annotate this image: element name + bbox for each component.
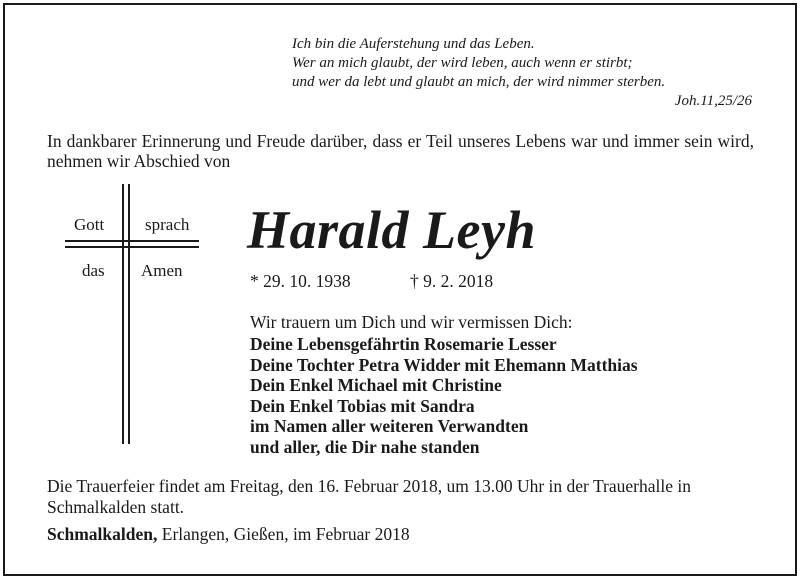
cross-word-gott: Gott (74, 215, 105, 234)
mourner-line: und aller, die Dir nahe standen (250, 436, 480, 457)
cross-intersection (124, 242, 128, 246)
place-and-date (47, 523, 410, 545)
place-town: Schmalkalden, (47, 524, 158, 544)
place-rest: Erlangen, Gießen, im Februar 2018 (157, 524, 410, 544)
verse-line: Ich bin die Auferstehung und das Leben. (292, 36, 535, 52)
intro-text: In dankbarer Erinnerung und Freude darüber, dass er Teil unseres Lebens war und immer sein wird, nehmen wir Abschied von (47, 131, 754, 171)
verse-reference: Joh.11,25/26 (674, 93, 752, 109)
cross-word-amen: Amen (141, 261, 183, 280)
verse-line: und wer da lebt und glaubt an mich, der wird nimmer sterben. (292, 74, 666, 90)
cross-vertical-bar (122, 184, 130, 444)
cross-horizontal-bar (65, 240, 199, 248)
mourner-line: Dein Enkel Tobias mit Sandra (250, 395, 475, 416)
funeral-info: Die Trauerfeier findet am Freitag, den 16. Februar 2018, um 13.00 Uhr in der Trauerhalle in Schmalkalden statt. (47, 476, 691, 517)
mourner-line: Dein Enkel Michael mit Christine (250, 375, 502, 395)
mourning-line: Wir trauern um Dich und wir vermissen Dich: (250, 312, 573, 332)
bible-verse (292, 35, 752, 111)
mourner-line: im Namen aller weiteren Verwandten (250, 416, 529, 436)
mourners-list (250, 334, 638, 457)
cross-word-das: das (82, 261, 105, 280)
mourner-line: Deine Tochter Petra Widder mit Ehemann Matthias (250, 354, 638, 375)
cross-word-sprach: sprach (145, 215, 190, 234)
death-date: † 9. 2. 2018 (410, 271, 494, 291)
birth-date: * 29. 10. 1938 (250, 271, 351, 291)
deceased-name: Harald Leyh (247, 200, 536, 260)
verse-line: Wer an mich glaubt, der wird leben, auch wenn er stirbt; (292, 55, 633, 71)
life-dates (250, 270, 493, 292)
mourner-line: Deine Lebensgefährtin Rosemarie Lesser (250, 334, 557, 354)
